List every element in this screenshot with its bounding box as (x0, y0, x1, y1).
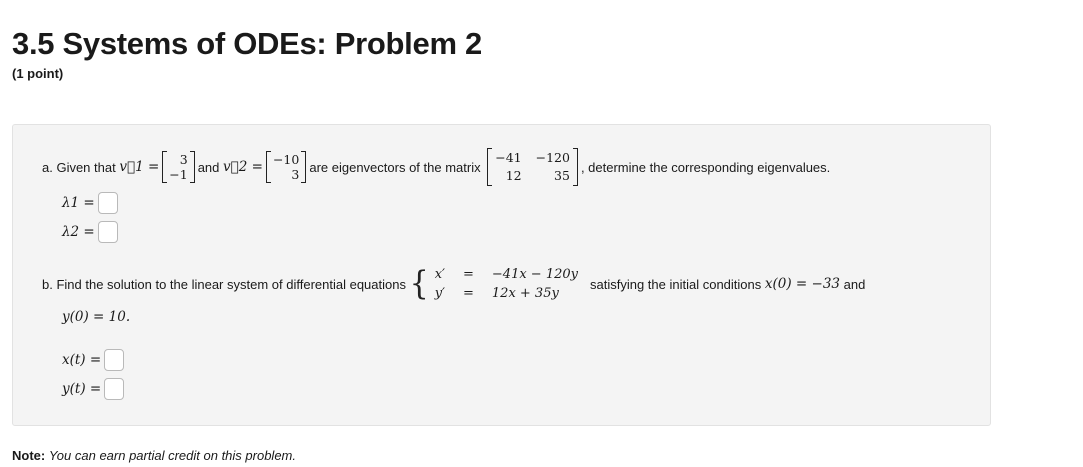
eq1-rhs: −41x − 120y (491, 267, 578, 282)
condition-x0: x(0) = −33 (764, 276, 841, 292)
lambda1-label: λ1 = (62, 195, 95, 211)
problem-title: 3.5 Systems of ODEs: Problem 2 (12, 26, 482, 61)
matrix-entry: 35 (554, 168, 570, 183)
lambda1-input[interactable] (98, 192, 118, 214)
eq2-rel: = (463, 286, 474, 301)
lambda1-row (62, 191, 118, 215)
part-b-condition-line (62, 308, 130, 326)
coefficient-matrix (487, 148, 578, 186)
eq1-lhs: x′ (434, 267, 445, 282)
matrix-lead: are eigenvectors of the matrix (309, 159, 481, 175)
matrix-entry: 12 (505, 168, 522, 183)
eq1-rel: = (463, 267, 474, 282)
and-text: and (843, 276, 866, 292)
yt-label: y(t) = (62, 381, 102, 397)
xt-row (62, 347, 124, 373)
v2-label: v⃗2 = (223, 159, 263, 175)
eq2-lhs: y′ (434, 286, 445, 301)
left-brace: { (409, 264, 429, 303)
v1-label: v⃗1 = (119, 159, 160, 175)
note-text: You can earn partial credit on this problem. (48, 448, 296, 463)
lambda2-label: λ2 = (62, 224, 95, 240)
yt-input[interactable] (104, 378, 124, 400)
part-a-lead: a. Given that (42, 159, 116, 175)
condition-y0: y(0) = 10. (62, 309, 131, 325)
ode-system (410, 265, 582, 303)
lambda2-row (62, 220, 118, 244)
part-a-tail: , determine the corresponding eigenvalues. (580, 159, 831, 175)
xt-label: x(t) = (62, 352, 102, 368)
xt-input[interactable] (104, 349, 124, 371)
partial-credit-note (12, 448, 296, 463)
and-text: and (197, 159, 220, 175)
points-label: (1 point) (12, 66, 64, 81)
matrix-entry: −41 (495, 150, 522, 165)
v1-entry: −1 (169, 167, 188, 182)
matrix-entry: −120 (535, 150, 570, 165)
yt-row (62, 376, 124, 402)
part-b-statement (42, 262, 865, 306)
v1-entry: 3 (179, 152, 188, 167)
v1-vector (162, 151, 194, 183)
note-label: Note: (12, 448, 46, 463)
condition-text: satisfying the initial conditions (590, 276, 762, 292)
part-a-statement (42, 145, 830, 189)
eq2-rhs: 12x + 35y (491, 286, 559, 301)
part-b-lead: b. Find the solution to the linear system of differential equations (42, 276, 406, 292)
v2-entry: 3 (291, 167, 300, 182)
v2-entry: −10 (272, 152, 300, 167)
lambda2-input[interactable] (98, 221, 118, 243)
v2-vector (266, 151, 306, 183)
